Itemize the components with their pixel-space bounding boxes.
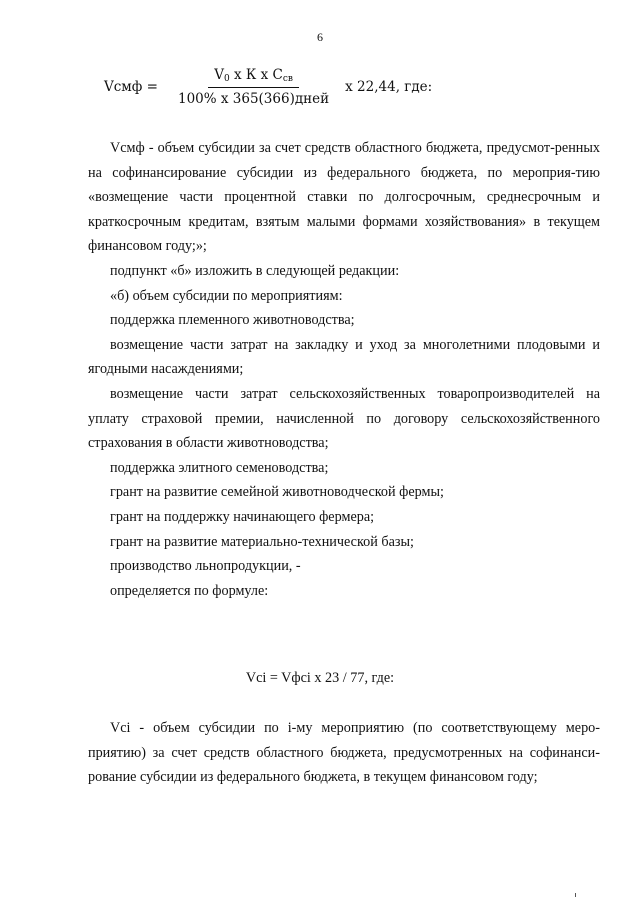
paragraph: грант на развитие материально-технической базы; [110, 533, 414, 550]
paragraph: «б) объем субсидии по мероприятиям: [110, 287, 343, 304]
formula-lhs: Vсмф = [104, 79, 158, 95]
paragraph: поддержка племенного животноводства; [110, 312, 355, 329]
paragraph: грант на поддержку начинающего фермера; [110, 508, 375, 525]
paragraph: возмещение части затрат сельскохозяйственных товаропроизводителей на уплату страховой премии, начисленной по договору сельскохозяйственного страхования в области животноводства; [88, 385, 600, 452]
numerator-c-sub: св [282, 74, 293, 84]
body-block-1 [88, 136, 600, 603]
paragraph: поддержка элитного семеноводства; [110, 459, 329, 476]
paragraph: грант на развитие семейной животноводческой фермы; [110, 484, 444, 501]
formula-vci: Vci = Vфci x 23 / 77, где: [245, 670, 395, 686]
paragraph: Vсмф - объем субсидии за счет средств областного бюджета, предусмот-ренных на софинансирование субсидии из федерального бюджета, по мероприя-тию «возмещение части процентной ставки по долгосрочным, среднесрочным и краткосрочным кредитам, взятым малыми формами хозяйствования» в текущем финансовом году;»; [88, 140, 600, 255]
paragraph: возмещение части затрат на закладку и уход за многолетними плодовыми и ягодными насаждениями; [88, 336, 600, 378]
numerator-v: V [214, 67, 224, 83]
body-block-2 [88, 716, 600, 790]
formula-vsmf [104, 60, 432, 114]
page-number: 6 [317, 30, 323, 44]
formula-denominator: 100% x 365(366)дней [177, 91, 330, 107]
numerator-v-sub: 0 [223, 74, 230, 84]
numerator-rest: x К x С [229, 67, 283, 83]
paragraph: определяется по формуле: [110, 582, 269, 599]
paragraph: Vci - объем субсидии по i-му мероприятию (по соответствующему меро-приятию) за счет средств областного бюджета, предусмотренных на софинанси-рование субсидии из федерального бюджета, в текущем финансовом году; [88, 720, 600, 786]
paragraph: подпункт «б» изложить в следующей редакции: [110, 262, 400, 279]
formula-numerator [208, 67, 299, 88]
formula-fraction [172, 67, 335, 107]
formula-tail: x 22,44, где: [345, 79, 433, 95]
scan-mark [575, 893, 576, 897]
paragraph: производство льнопродукции, - [110, 558, 301, 575]
